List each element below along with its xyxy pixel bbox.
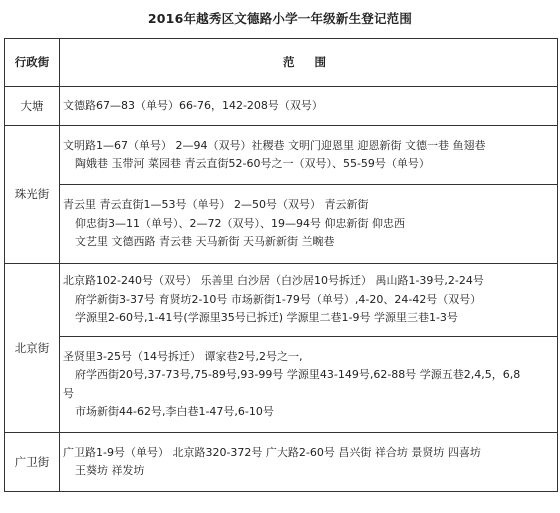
range-line: 学源里2-60号,1-41号(学源里35号已拆迁) 学源里二巷1-9号 学源里三巷1-3号 <box>75 311 458 325</box>
table-row <box>5 87 558 126</box>
header-district: 行政街 <box>5 39 60 87</box>
range-cell <box>60 185 558 264</box>
range-line: 文明路1—67（单号） 2—94（双号）社稷巷 文明门迎恩里 迎恩新街 文德一巷 鱼翅巷 <box>63 138 486 152</box>
document-title: 2016年越秀区文德路小学一年级新生登记范围 <box>147 11 413 26</box>
range-line: 文德路67—83（单号）66-76，142-208号（双号） <box>63 98 323 112</box>
district-cell: 广卫街 <box>5 433 60 492</box>
district-cell: 北京街 <box>5 264 60 433</box>
district-cell: 珠光街 <box>5 126 60 264</box>
range-line: 青云里 青云直街1—53号（单号） 2—50号（双号） 青云新街 <box>63 198 369 212</box>
range-line: 陶娥巷 玉带河 菜园巷 青云直街52-60号之一（双号）、55-59号（单号） <box>75 157 430 170</box>
table-row <box>5 185 558 264</box>
table-row <box>5 337 558 433</box>
range-line: 号 <box>63 386 74 400</box>
district-cell: 大塘 <box>5 87 60 126</box>
range-cell <box>60 87 558 126</box>
table-header-row <box>5 39 558 87</box>
range-line: 王葵坊 祥发坊 <box>75 464 145 477</box>
range-cell <box>60 433 558 492</box>
range-cell <box>60 337 558 433</box>
range-cell <box>60 264 558 337</box>
range-line: 文艺里 文德西路 青云巷 天马新街 天马新新街 兰畹巷 <box>75 235 335 249</box>
range-line: 北京路102-240号（双号） 乐善里 白沙居（白沙居10号拆迁） 禺山路1-39号,2-24号 <box>63 274 484 288</box>
range-line: 仰忠街3—11（单号）、2—72（双号）、19—94号 仰忠新街 仰忠西 <box>75 216 405 230</box>
enrollment-range-table <box>4 38 558 492</box>
range-line: 府学西街20号,37-73号,75-89号,93-99号 学源里43-149号,62-88号 学源五巷2,4,5，6,8 <box>75 368 521 381</box>
range-line: 广卫路1-9号（单号） 北京路320-372号 广大路2-60号 昌兴街 祥合坊 景贤坊 四喜坊 <box>63 445 481 459</box>
range-line: 圣贤里3-25号（14号拆迁） 谭家巷2号,2号之一, <box>63 349 303 363</box>
header-range: 范 围 <box>60 39 558 87</box>
table-row <box>5 433 558 492</box>
range-line: 府学新街3-37号 育贤坊2-10号 市场新街1-79号（单号）,4-20、24-42号（双号） <box>75 292 482 306</box>
range-cell <box>60 126 558 185</box>
table-row <box>5 126 558 185</box>
table-row <box>5 264 558 337</box>
range-line: 市场新街44-62号,李白巷1-47号,6-10号 <box>75 405 274 418</box>
